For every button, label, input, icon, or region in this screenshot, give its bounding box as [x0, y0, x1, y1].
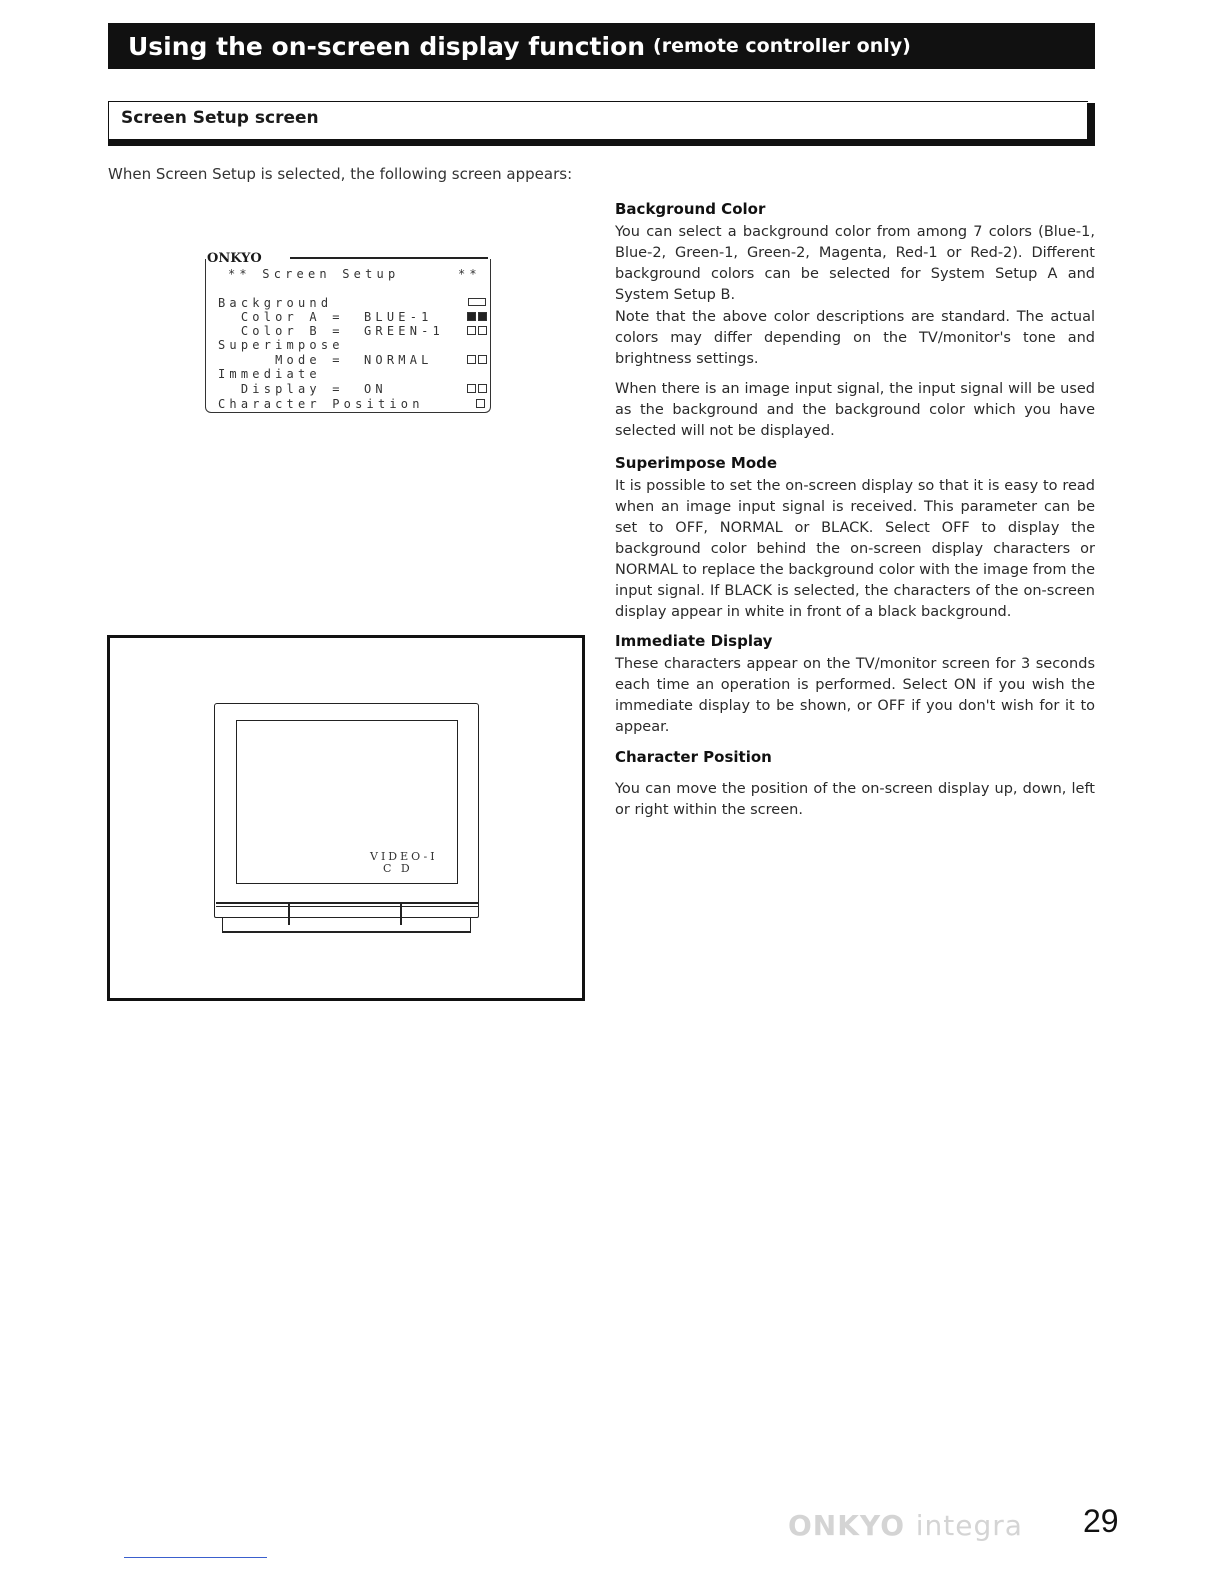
arrow-icon [467, 384, 476, 393]
osd-value-color-a: BLUE-1 [364, 310, 433, 324]
tv-screen-label-2: C D [383, 862, 413, 875]
footer-brand-logo [788, 1509, 1023, 1542]
osd-line-superimpose: Superimpose [218, 338, 344, 352]
osd-line-background: Background [218, 296, 333, 310]
setup-icon [468, 298, 486, 306]
heading-character-position: Character Position [615, 748, 772, 766]
tv-bezel-line [216, 906, 478, 907]
osd-line-character-position: Character Position [218, 397, 424, 411]
highlight-icon [478, 312, 487, 321]
osd-line-display: Display = [218, 382, 344, 396]
arrow-icon [478, 355, 487, 364]
page-subtitle: (remote controller only) [653, 35, 911, 57]
osd-line-color-b: Color B = [218, 324, 344, 338]
heading-immediate-display: Immediate Display [615, 632, 773, 650]
paragraph: You can move the position of the on-screen display up, down, left or right within the screen. [615, 781, 1095, 818]
osd-screen-illustration [205, 259, 491, 413]
osd-line-color-a: Color A = [218, 310, 344, 324]
paragraph: These characters appear on the TV/monitor screen for 3 seconds each time an operation is performed. Select ON if you wish the immediate display to be shown, or OFF if you don't wish for it to appear. [615, 656, 1095, 735]
osd-line-title-suffix: ** [458, 267, 481, 281]
section-rightbar [1087, 103, 1095, 146]
intro-text: When Screen Setup is selected, the following screen appears: [108, 165, 573, 183]
paragraph: Note that the above color descriptions are standard. The actual colors may differ depending on the TV/monitor's tone and brightness settings. [615, 309, 1095, 367]
heading-background-color: Background Color [615, 200, 766, 218]
highlight-icon [467, 312, 476, 321]
section-underline [108, 139, 1095, 146]
arrow-icon [478, 384, 487, 393]
arrow-icon [467, 326, 476, 335]
footer-brand-sub: integra [915, 1509, 1023, 1542]
paragraph: It is possible to set the on-screen display so that it is easy to read when an image input signal is received. This parameter can be set to OFF, NORMAL or BLACK. Select OFF to display the background color behind the on-screen display characters or NORMAL to replace the background color with the image from the input signal. If BLACK is selected, the characters of the on-screen display appear in white in front of a black background. [615, 478, 1095, 620]
paragraph: You can select a background color from among 7 colors (Blue-1, Blue-2, Green-1, Green-2, Magenta, Red-1 or Red-2). Different background colors can be selected for System Setup A and System Setup B. [615, 224, 1095, 303]
osd-line-immediate: Immediate [218, 367, 321, 381]
arrow-icon [467, 355, 476, 364]
osd-line-title: ** Screen Setup [228, 267, 400, 281]
footer-brand: ONKYO [788, 1509, 906, 1542]
osd-logo: ONKYO [207, 251, 262, 266]
osd-value-color-b: GREEN-1 [364, 324, 444, 338]
osd-value-display: ON [364, 382, 387, 396]
tv-bezel-line [216, 902, 478, 904]
tv-base [222, 918, 471, 933]
osd-value-mode: NORMAL [364, 353, 433, 367]
tv-screen-label-1: VIDEO-I [370, 850, 438, 863]
heading-superimpose-mode: Superimpose Mode [615, 454, 778, 472]
bottom-rule [124, 1557, 267, 1558]
page-title-bar [108, 23, 1095, 69]
section-title: Screen Setup screen [108, 101, 1088, 139]
page-title: Using the on-screen display function [128, 31, 646, 61]
page-number: 29 [1083, 1503, 1119, 1539]
arrow-icon [478, 326, 487, 335]
paragraph: When there is an image input signal, the input signal will be used as the background and the background color which you have selected will not be displayed. [615, 381, 1095, 439]
arrow-icon [476, 399, 485, 408]
osd-line-mode: Mode = [218, 353, 344, 367]
